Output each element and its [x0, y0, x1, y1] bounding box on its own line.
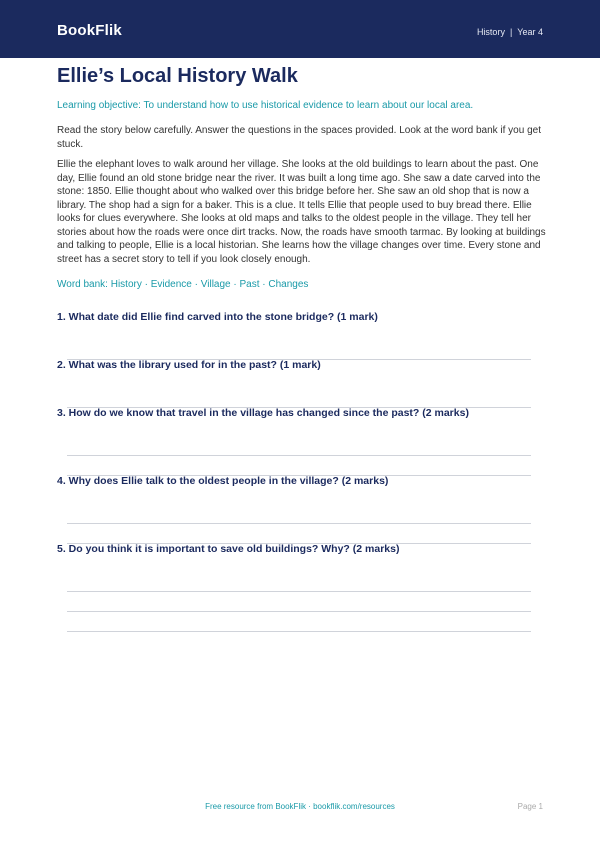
subject-label: History: [476, 27, 505, 37]
page-number: Page 1: [517, 802, 543, 811]
answer-line[interactable]: [67, 523, 531, 524]
question-3: 3. How do we know that travel in the village has changed since the past? (2 marks): [57, 407, 469, 419]
meta-separator: |: [509, 27, 513, 37]
answer-line[interactable]: [67, 455, 531, 456]
question-2: 2. What was the library used for in the past? (1 mark): [57, 359, 321, 371]
question-1: 1. What date did Ellie find carved into the stone bridge? (1 mark): [57, 311, 378, 323]
brand-logo: BookFlik: [57, 22, 122, 39]
header-meta: [477, 27, 543, 37]
year-label: Year 4: [517, 27, 543, 37]
answer-line[interactable]: [67, 591, 531, 592]
story-text: Ellie the elephant loves to walk around her village. She looks at the old buildings to learn about the past. One day, Ellie found an old stone bridge near the river. It was built a long time ago. She saw a date carved into the stone: 1850. Ellie thought about who walked over this bridge before her. She saw an old shop that is now a library. The shop had a sign for a baker. This is a clue. It tells Ellie that people used to buy bread there. Ellie looks for clues everywhere. She looks at old maps and talks to the oldest people in the village. They tell her stories about how the roads were once dirt tracks. Now, the roads have smooth tarmac. By looking at buildings and talking to people, Ellie is a local historian. She learns how the village changes over time. Every stone and street has a secret story to tell if you look closely enough.: [57, 159, 546, 265]
footer-credit: Free resource from BookFlik · bookflik.com/resources: [205, 802, 395, 811]
word-bank: Word bank: History · Evidence · Village · Past · Changes: [57, 279, 309, 290]
page-title: Ellie’s Local History Walk: [57, 65, 298, 87]
instructions: Read the story below carefully. Answer the questions in the spaces provided. Look at the word bank if you get stuck.: [57, 125, 541, 150]
question-4: 4. Why does Ellie talk to the oldest people in the village? (2 marks): [57, 475, 389, 487]
learning-objective: Learning objective: To understand how to use historical evidence to learn about our local area.: [57, 100, 474, 111]
page-header: [0, 0, 600, 58]
answer-line[interactable]: [67, 631, 531, 632]
question-5: 5. Do you think it is important to save old buildings? Why? (2 marks): [57, 543, 400, 555]
answer-line[interactable]: [67, 611, 531, 612]
